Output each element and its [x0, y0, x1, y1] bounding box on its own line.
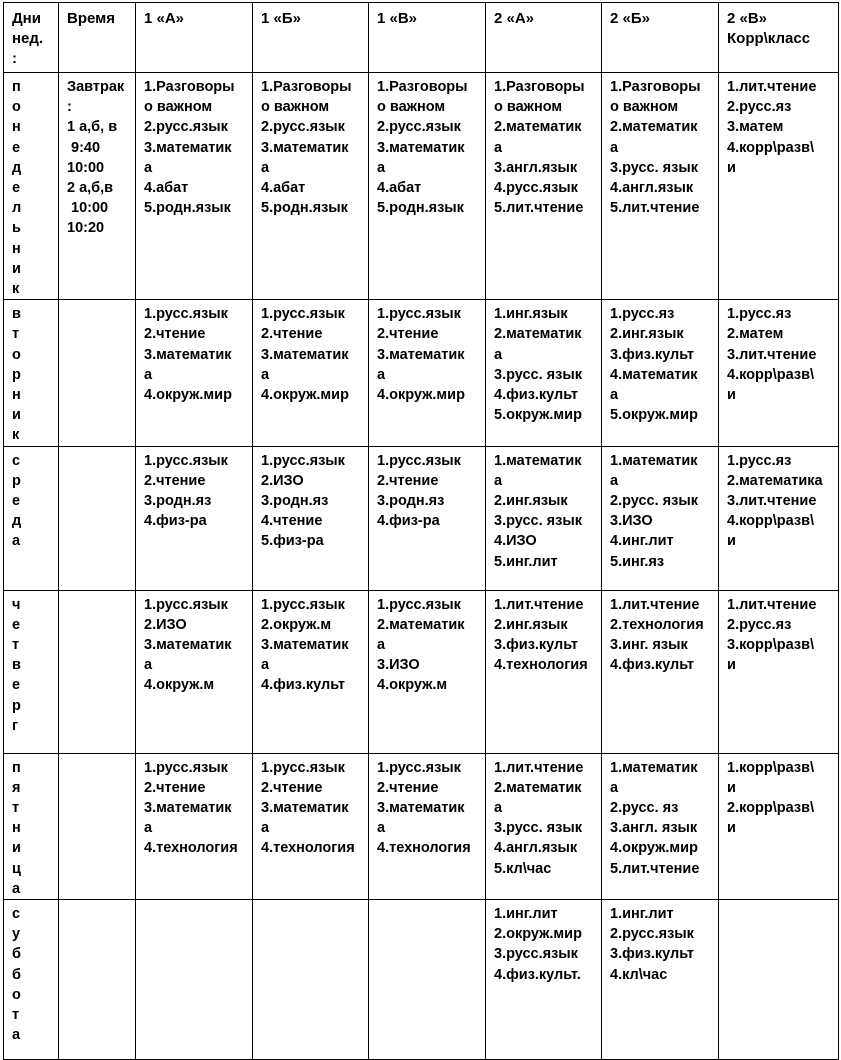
header-class-1b: 1 «Б» — [253, 3, 369, 73]
lesson-cell: 1.инг.лит 2.русс.язык 3.физ.культ 4.кл\час — [602, 900, 719, 1060]
lesson-cell: 1.русс.язык 2.чтение 3.математик а 4.технология — [369, 753, 486, 899]
lesson-cell: 1.русс.язык 2.чтение 3.родн.яз 4.физ-ра — [369, 446, 486, 590]
day-cell-friday: п я т н и ц а — [4, 753, 59, 899]
lesson-cell: 1.русс.яз 2.математика 3.лит.чтение 4.корр\разв\ и — [719, 446, 839, 590]
lesson-cell: 1.русс.язык 2.чтение 3.математик а 4.окруж.мир — [253, 300, 369, 446]
header-class-2v: 2 «В» Корр\класс — [719, 3, 839, 73]
table-row-tuesday — [4, 300, 839, 446]
lesson-cell: 1.русс.язык 2.математик а 3.ИЗО 4.окруж.м — [369, 590, 486, 753]
lesson-cell: 1.Разговоры о важном 2.русс.язык 3.математик а 4.абат 5.родн.язык — [136, 73, 253, 300]
lesson-cell: 1.корр\разв\ и 2.корр\разв\ и — [719, 753, 839, 899]
header-day: Дни нед. : — [4, 3, 59, 73]
table-row-saturday — [4, 900, 839, 1060]
lesson-cell — [719, 900, 839, 1060]
lesson-cell — [369, 900, 486, 1060]
lesson-cell: 1.инг.язык 2.математик а 3.русс. язык 4.физ.культ 5.окруж.мир — [486, 300, 602, 446]
lesson-cell: 1.русс.язык 2.чтение 3.математик а 4.технология — [136, 753, 253, 899]
lesson-cell: 1.лит.чтение 2.инг.язык 3.физ.культ 4.технология — [486, 590, 602, 753]
lesson-cell: 1.математик а 2.русс. язык 3.ИЗО 4.инг.лит 5.инг.яз — [602, 446, 719, 590]
lesson-cell: 1.лит.чтение 2.технология 3.инг. язык 4.физ.культ — [602, 590, 719, 753]
time-cell — [59, 900, 136, 1060]
lesson-cell: 1.русс.язык 2.ИЗО 3.математик а 4.окруж.м — [136, 590, 253, 753]
lesson-cell — [136, 900, 253, 1060]
time-cell — [59, 300, 136, 446]
lesson-cell: 1.Разговоры о важном 2.русс.язык 3.математик а 4.абат 5.родн.язык — [253, 73, 369, 300]
time-cell — [59, 590, 136, 753]
day-cell-tuesday: в т о р н и к — [4, 300, 59, 446]
header-class-1a: 1 «А» — [136, 3, 253, 73]
time-cell: Завтрак : 1 а,б, в 9:40 10:00 2 а,б,в 10:00 10:20 — [59, 73, 136, 300]
header-time: Время — [59, 3, 136, 73]
lesson-cell: 1.русс.язык 2.чтение 3.математик а 4.окруж.мир — [136, 300, 253, 446]
lesson-cell: 1.лит.чтение 2.математик а 3.русс. язык 4.англ.язык 5.кл\час — [486, 753, 602, 899]
header-row — [4, 3, 839, 73]
lesson-cell — [253, 900, 369, 1060]
lesson-cell: 1.русс.язык 2.ИЗО 3.родн.яз 4.чтение 5.физ-ра — [253, 446, 369, 590]
day-cell-monday: п о н е д е л ь н и к — [4, 73, 59, 300]
lesson-cell: 1.русс.язык 2.чтение 3.математик а 4.технология — [253, 753, 369, 899]
lesson-cell: 1.Разговоры о важном 2.математик а 3.русс. язык 4.англ.язык 5.лит.чтение — [602, 73, 719, 300]
lesson-cell: 1.русс.яз 2.матем 3.лит.чтение 4.корр\разв\ и — [719, 300, 839, 446]
table-row-monday — [4, 73, 839, 300]
lesson-cell: 1.Разговоры о важном 2.русс.язык 3.математик а 4.абат 5.родн.язык — [369, 73, 486, 300]
lesson-cell: 1.лит.чтение 2.русс.яз 3.корр\разв\ и — [719, 590, 839, 753]
lesson-cell: 1.русс.язык 2.чтение 3.математик а 4.окруж.мир — [369, 300, 486, 446]
lesson-cell: 1.математик а 2.инг.язык 3.русс. язык 4.ИЗО 5.инг.лит — [486, 446, 602, 590]
lesson-cell: 1.русс.язык 2.окруж.м 3.математик а 4.физ.культ — [253, 590, 369, 753]
schedule-table — [3, 2, 839, 1060]
lesson-cell: 1.лит.чтение 2.русс.яз 3.матем 4.корр\разв\ и — [719, 73, 839, 300]
header-class-2b: 2 «Б» — [602, 3, 719, 73]
lesson-cell: 1.математик а 2.русс. яз 3.англ. язык 4.окруж.мир 5.лит.чтение — [602, 753, 719, 899]
lesson-cell: 1.Разговоры о важном 2.математик а 3.англ.язык 4.русс.язык 5.лит.чтение — [486, 73, 602, 300]
header-class-1v: 1 «В» — [369, 3, 486, 73]
time-cell — [59, 753, 136, 899]
table-row-friday — [4, 753, 839, 899]
day-cell-thursday: ч е т в е р г — [4, 590, 59, 753]
day-cell-wednesday: с р е д а — [4, 446, 59, 590]
day-cell-saturday: с у б б о т а — [4, 900, 59, 1060]
header-class-2a: 2 «А» — [486, 3, 602, 73]
lesson-cell: 1.инг.лит 2.окруж.мир 3.русс.язык 4.физ.культ. — [486, 900, 602, 1060]
lesson-cell: 1.русс.яз 2.инг.язык 3.физ.культ 4.математик а 5.окруж.мир — [602, 300, 719, 446]
time-cell — [59, 446, 136, 590]
table-row-wednesday — [4, 446, 839, 590]
lesson-cell: 1.русс.язык 2.чтение 3.родн.яз 4.физ-ра — [136, 446, 253, 590]
table-row-thursday — [4, 590, 839, 753]
